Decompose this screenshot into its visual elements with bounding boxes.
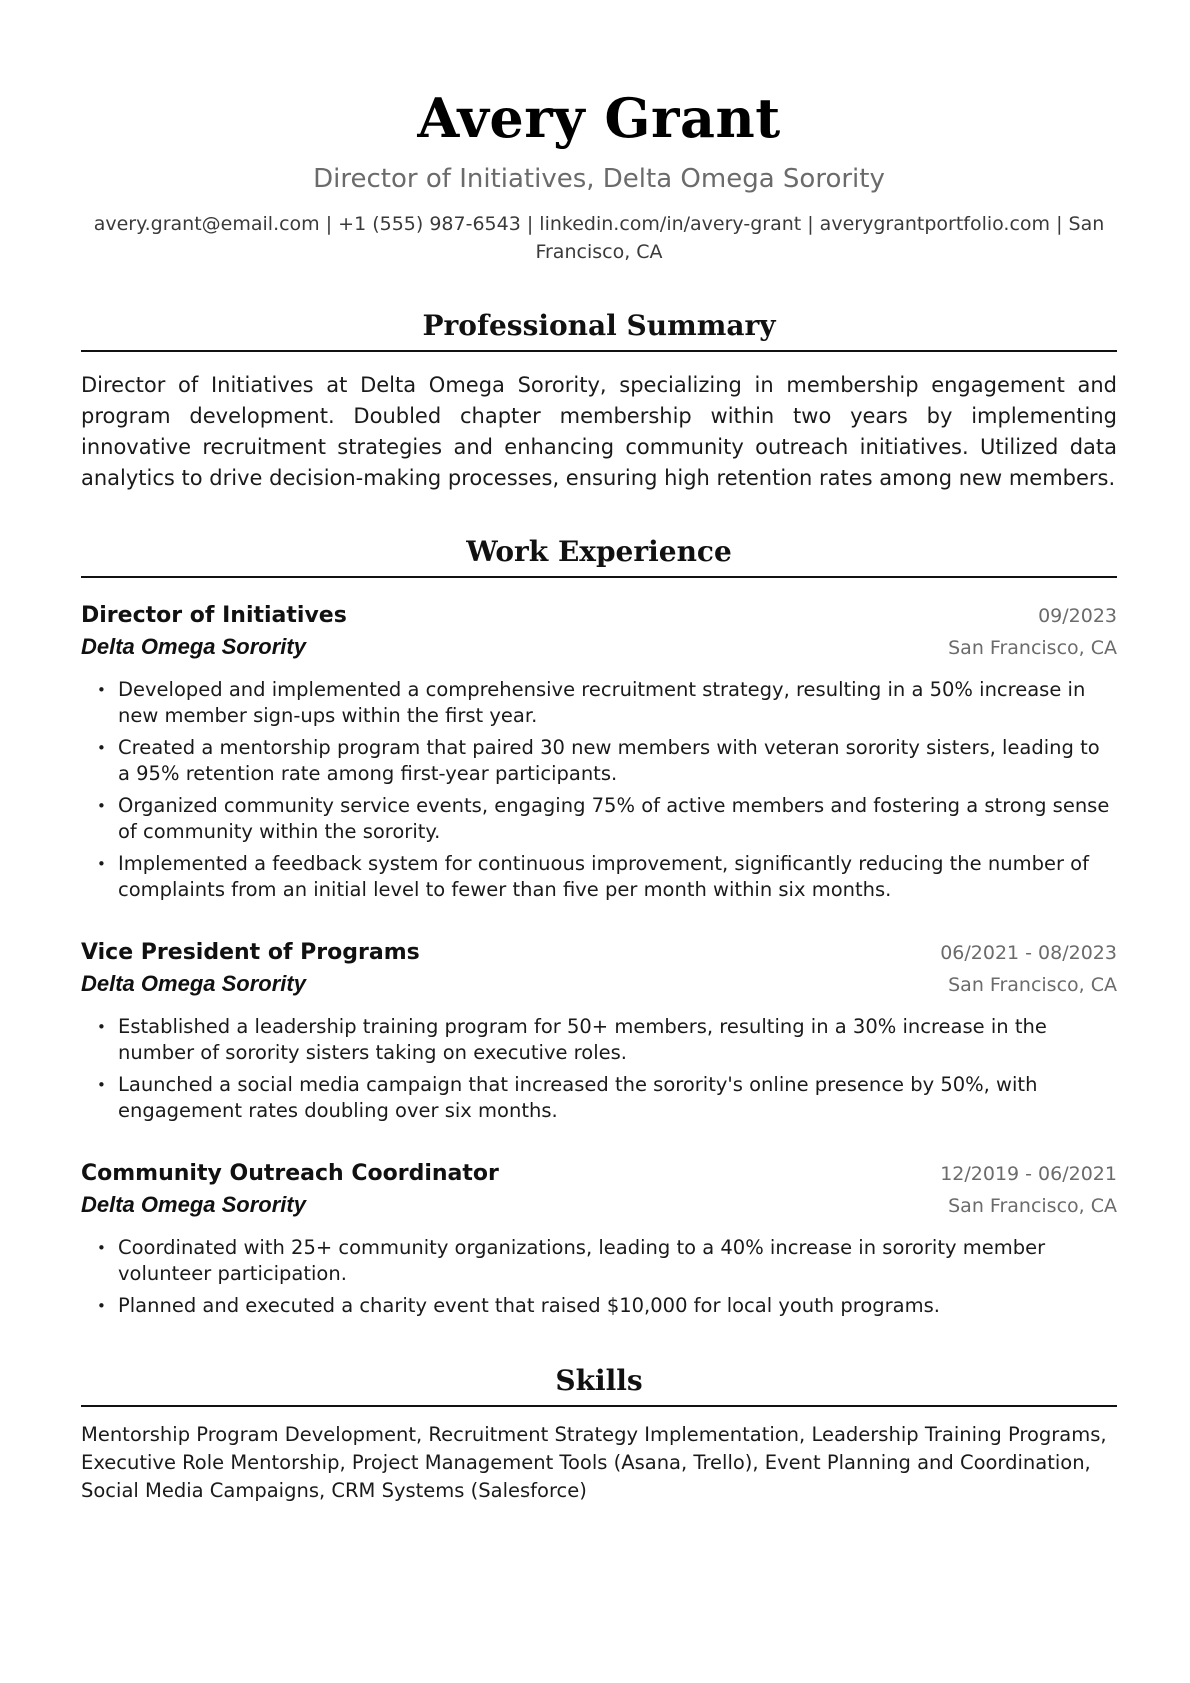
- job-title: Community Outreach Coordinator: [81, 1161, 499, 1186]
- job-title: Vice President of Programs: [81, 940, 420, 965]
- bullet-icon: •: [97, 855, 106, 873]
- candidate-headline: Director of Initiatives, Delta Omega Sorority: [313, 164, 885, 194]
- bullet-text: Implemented a feedback system for continuous improvement, significantly reducing the number of complaints from an initial level to fewer than five per month within six months.: [118, 852, 1089, 901]
- skills-section: [81, 1363, 1117, 1505]
- resume-page: [81, 0, 1117, 1505]
- candidate-name: Avery Grant: [417, 86, 781, 150]
- job-title: Director of Initiatives: [81, 603, 347, 628]
- job-bullets: [81, 677, 1117, 903]
- job-location: San Francisco, CA: [948, 974, 1117, 996]
- bullet-item: [81, 677, 1117, 729]
- bullet-item: [81, 1072, 1117, 1124]
- bullet-icon: •: [97, 1018, 106, 1036]
- work-experience-section: [81, 534, 1117, 1319]
- job-location: San Francisco, CA: [948, 1195, 1117, 1217]
- bullet-text: Developed and implemented a comprehensive recruitment strategy, resulting in a 50% increase in new member sign-ups within the first year.: [118, 678, 1086, 727]
- contact-line: avery.grant@email.com | +1 (555) 987-6543 | linkedin.com/in/avery-grant | averygrantportfolio.com | San Francisco, CA: [93, 213, 1105, 263]
- job-bullets: [81, 1014, 1117, 1124]
- bullet-icon: •: [97, 1076, 106, 1094]
- bullet-item: [81, 851, 1117, 903]
- skills-text: Mentorship Program Development, Recruitment Strategy Implementation, Leadership Training Programs, Executive Role Mentorship, Project Management Tools (Asana, Trello), Event Planning and Coordination, Social Media Campaigns, CRM Systems (Salesforce): [81, 1423, 1107, 1502]
- bullet-item: [81, 735, 1117, 787]
- job-location: San Francisco, CA: [948, 637, 1117, 659]
- bullet-icon: •: [97, 797, 106, 815]
- bullet-text: Organized community service events, engaging 75% of active members and fostering a strong sense of community within the sorority.: [118, 794, 1110, 843]
- job-entry: [81, 600, 1117, 903]
- bullet-item: [81, 1293, 1117, 1319]
- skills-heading: Skills: [81, 1363, 1117, 1407]
- job-company: Delta Omega Sorority: [81, 634, 306, 659]
- bullet-text: Planned and executed a charity event that raised $10,000 for local youth programs.: [118, 1294, 940, 1317]
- bullet-icon: •: [97, 1239, 106, 1257]
- job-company: Delta Omega Sorority: [81, 971, 306, 996]
- bullet-item: [81, 1235, 1117, 1287]
- job-entry: [81, 1158, 1117, 1319]
- bullet-text: Established a leadership training program for 50+ members, resulting in a 30% increase in the number of sorority sisters taking on executive roles.: [118, 1015, 1047, 1064]
- job-dates: 09/2023: [1038, 605, 1117, 627]
- job-dates: 06/2021 - 08/2023: [940, 942, 1117, 964]
- summary-heading: Professional Summary: [81, 308, 1117, 352]
- bullet-icon: •: [97, 1297, 106, 1315]
- bullet-icon: •: [97, 681, 106, 699]
- job-company: Delta Omega Sorority: [81, 1192, 306, 1217]
- job-entry: [81, 937, 1117, 1124]
- bullet-icon: •: [97, 739, 106, 757]
- summary-text: Director of Initiatives at Delta Omega Sorority, specializing in membership engagement and program development. Doubled chapter membership within two years by implementing innovative recruitment strategies and enhancing community outreach initiatives. Utilized data analytics to drive decision-making processes, ensuring high retention rates among new members.: [81, 373, 1117, 490]
- summary-section: [81, 308, 1117, 494]
- work-experience-heading: Work Experience: [81, 534, 1117, 578]
- bullet-text: Launched a social media campaign that increased the sorority's online presence by 50%, with engagement rates doubling over six months.: [118, 1073, 1038, 1122]
- job-dates: 12/2019 - 06/2021: [940, 1163, 1117, 1185]
- bullet-item: [81, 793, 1117, 845]
- bullet-item: [81, 1014, 1117, 1066]
- job-bullets: [81, 1235, 1117, 1319]
- bullet-text: Created a mentorship program that paired 30 new members with veteran sorority sisters, leading to a 95% retention rate among first-year participants.: [118, 736, 1100, 785]
- bullet-text: Coordinated with 25+ community organizations, leading to a 40% increase in sorority member volunteer participation.: [118, 1236, 1046, 1285]
